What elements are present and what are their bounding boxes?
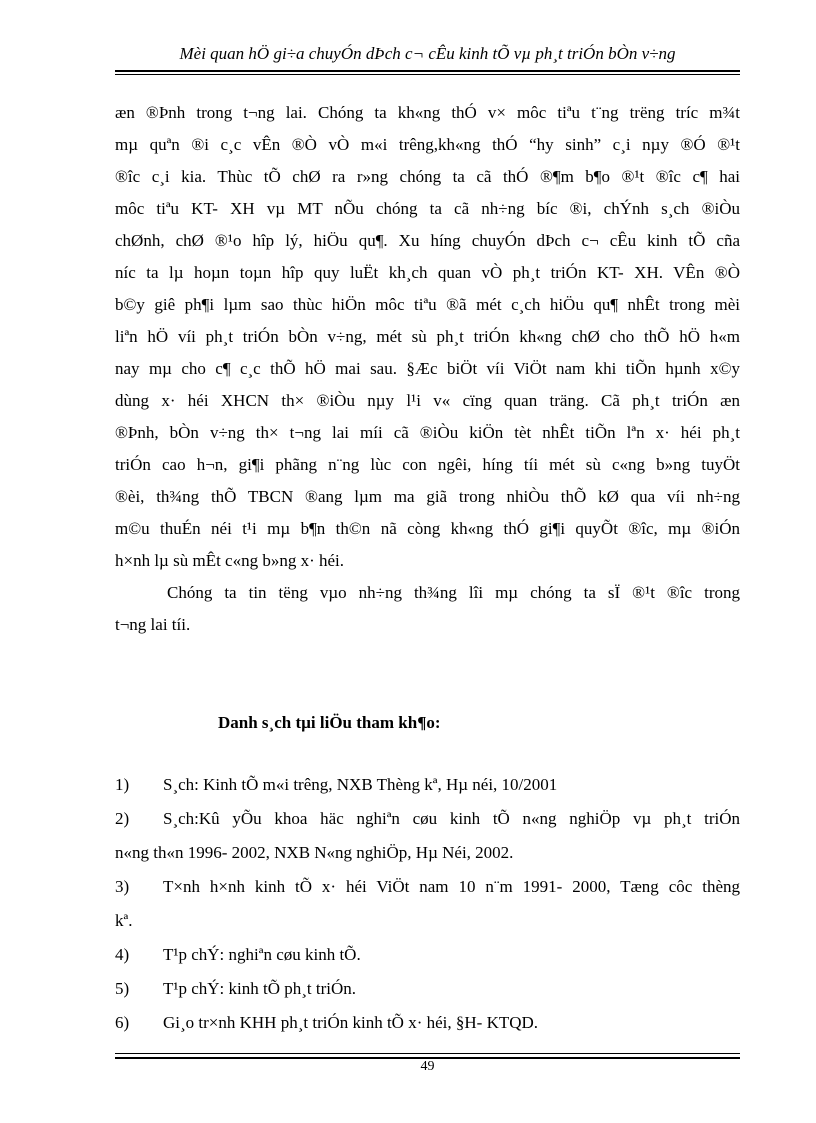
body-line: môc tiªu KT- XH vµ MT nÕu chóng ta cã nh÷ng bíc ®i, chÝnh s¸ch ®iÒu — [115, 199, 740, 218]
body-line: dùng x· héi XHCN th× ®iÒu nµy l¹i v« cïng quan träng. Cã ph¸t triÓn æn — [115, 391, 740, 410]
body-line: níc ta lµ hoµn toµn hîp quy luËt kh¸ch quan vÒ ph¸t triÓn KT- XH. VÊn ®Ò — [115, 263, 740, 282]
body-line: mµ quªn ®i c¸c vÊn ®Ò vÒ m«i trêng,kh«ng thÓ “hy sinh” c¸i nµy ®Ó ®¹t — [115, 135, 740, 154]
header-rule-thin — [115, 74, 740, 75]
header-rule-thick — [115, 70, 740, 72]
references-list — [115, 768, 740, 1040]
reference-text: T¹p chÝ: kinh tÕ ph¸t triÓn. — [163, 979, 357, 998]
reference-continuation: kª. — [115, 911, 133, 930]
body-line: chØnh, chØ ®¹o hîp lý, hiÖu qu¶. Xu híng chuyÓn dÞch c¬ cÊu kinh tÕ cña — [115, 231, 740, 250]
reference-continuation: n«ng th«n 1996- 2002, NXB N«ng nghiÖp, Hµ Néi, 2002. — [115, 843, 514, 862]
reference-number: 6) — [115, 1013, 130, 1032]
body-line: b©y giê ph¶i lµm sao thùc hiÖn môc tiªu ®ã mét c¸ch hiÖu qu¶ nhÊt trong mèi — [115, 295, 740, 314]
reference-text: T×nh h×nh kinh tÕ x· héi ViÖt nam 10 n¨m 1991- 2000, Tæng côc thèng — [163, 877, 740, 896]
body-line: æn ®Þnh trong t¬ng lai. Chóng ta kh«ng thÓ v× môc tiªu t¨ng trëng tríc m¾t — [115, 103, 740, 122]
reference-number: 2) — [115, 809, 130, 828]
page-number: 49 — [420, 1059, 435, 1074]
body-line: liªn hÖ víi ph¸t triÓn bÒn v÷ng, mét sù ph¸t triÓn kh«ng chØ cho thÕ hÖ h«m — [115, 327, 740, 346]
footer-rule-thin — [115, 1053, 740, 1054]
closing-line: t¬ng lai tíi. — [115, 615, 191, 634]
references-title: Danh s¸ch tµi liÖu tham kh¶o: — [218, 713, 441, 732]
body-line: nay mµ cho c¶ c¸c thÕ hÖ mai sau. §Æc biÖt víi ViÖt nam khi tiÕn hµnh x©y — [115, 359, 740, 378]
reference-text: T¹p chÝ: nghiªn cøu kinh tÕ. — [163, 945, 361, 964]
reference-item — [115, 1006, 740, 1040]
closing-line: Chóng ta tin tëng vµo nh÷ng th¾ng lîi mµ chóng ta sÏ ®¹t ®îc trong — [167, 583, 740, 602]
reference-item — [115, 870, 740, 904]
body-line: h×nh lµ sù mÊt c«ng b»ng x· héi. — [115, 551, 345, 570]
reference-text: S¸ch: Kinh tÕ m«i trêng, NXB Thèng kª, Hµ néi, 10/2001 — [163, 775, 558, 794]
reference-text: Gi¸o tr×nh KHH ph¸t triÓn kinh tÕ x· héi, §H- KTQD. — [163, 1013, 539, 1032]
reference-text: S¸ch:Kû yÕu khoa häc nghiªn cøu kinh tÕ n«ng nghiÖp vµ ph¸t triÓn — [163, 809, 740, 828]
body-line: ®Þnh, bÒn v÷ng th× t¬ng lai míi cã ®iÒu kiÖn tèt nhÊt tiÕn lªn x· héi ph¸t — [115, 423, 740, 442]
running-header: Mèi quan hÖ gi÷a chuyÓn dÞch c¬ cÊu kinh tÕ vµ ph¸t triÓn bÒn v÷ng — [179, 44, 676, 63]
body-text — [115, 97, 740, 641]
reference-number: 5) — [115, 979, 130, 998]
reference-item — [115, 768, 740, 802]
reference-number: 4) — [115, 945, 130, 964]
body-line: triÓn cao h¬n, gi¶i phãng n¨ng lùc con ngêi, híng tíi mét sù c«ng b»ng tuyÖt — [115, 455, 740, 474]
body-line: m©u thuÉn néi t¹i mµ b¶n th©n nã còng kh«ng thÓ gi¶i quyÕt ®îc, mµ ®iÓn — [115, 519, 740, 538]
body-line: ®èi, th¾ng thÕ TBCN ®ang lµm ma giã trong nhiÒu thÕ kØ qua víi nh÷ng — [115, 487, 740, 506]
body-line: ®îc c¸i kia. Thùc tÕ chØ ra r»ng chóng ta cã thÓ ®¶m b¶o ®¹t ®îc c¶ hai — [115, 167, 740, 186]
reference-number: 3) — [115, 877, 130, 896]
reference-item — [115, 938, 740, 972]
reference-item — [115, 802, 740, 836]
reference-number: 1) — [115, 775, 130, 794]
reference-item — [115, 972, 740, 1006]
